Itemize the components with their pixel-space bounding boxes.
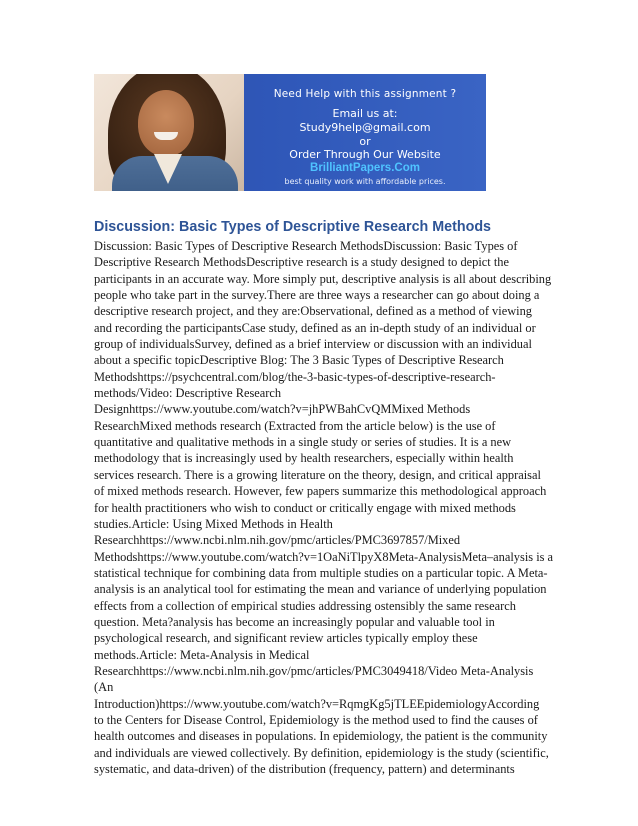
banner-email[interactable]: Study9help@gmail.com [299, 121, 431, 134]
body-line: Methodshttps://psychcentral.com/blog/the-3-basic-types-of-descriptive-research- [94, 369, 496, 384]
banner-tagline: best quality work with affordable prices. [284, 177, 446, 186]
banner-or: or [359, 135, 371, 148]
banner-photo [94, 74, 244, 191]
body-line: question. Meta?analysis has become an increasingly popular and valuable tool in [94, 614, 495, 629]
body-line: health outcomes and diseases in populations. In epidemiology, the patient is the community [94, 729, 548, 744]
body-line: group of individualsSurvey, defined as a brief interview or discussion with an individual [94, 337, 532, 352]
banner-headline: Need Help with this assignment ? [273, 88, 457, 100]
body-line: Designhttps://www.youtube.com/watch?v=jhPWBahCvQMMixed Methods [94, 402, 471, 417]
body-line: about a specific topicDescriptive Blog: The 3 Basic Types of Descriptive Research [94, 353, 504, 368]
body-line: of mixed methods research. However, few papers summarize this methodological approach [94, 484, 547, 499]
document-title: Discussion: Basic Types of Descriptive Research Methods [94, 219, 492, 235]
body-line: people who take part in the survey.There are three ways a researcher can go about doing a [94, 288, 540, 303]
body-line: services research. There is a growing literature on the theory, design, and critical appraisal [94, 467, 541, 482]
banner-email-label: Email us at: [332, 107, 398, 120]
body-line: for health practitioners who wish to conduct or critically engage with mixed methods [94, 500, 516, 515]
body-line: and recording the participantsCase study, defined as an in-depth study of an individual or [94, 320, 536, 335]
body-line: Methodshttps://www.youtube.com/watch?v=1OaNiTlpyX8Meta-AnalysisMeta–analysis is a [94, 549, 554, 564]
body-line: Discussion: Basic Types of Descriptive Research MethodsDiscussion: Basic Types of [94, 239, 518, 253]
body-line: methodology that is increasingly used by health researchers, especially within health [94, 451, 514, 466]
body-line: Researchhttps://www.ncbi.nlm.nih.gov/pmc/articles/PMC3049418/Video Meta-Analysis [94, 663, 534, 678]
document-body [94, 238, 554, 777]
body-line: to the Centers for Disease Control, Epidemiology is the method used to find the causes of [94, 712, 538, 727]
body-line: descriptive research project, and they are:Observational, defined as a method of viewing [94, 304, 532, 319]
banner-website-link[interactable]: BrilliantPapers.Com [310, 162, 420, 174]
body-line: studies.Article: Using Mixed Methods in Health [94, 516, 333, 531]
body-line: and individuals are viewed collectively. By definition, epidemiology is the study (scientific, [94, 745, 549, 760]
body-line: analysis is an analytical tool for estimating the mean and variance of underlying population [94, 582, 547, 597]
body-line: effects from a collection of empirical studies addressing ostensibly the same research [94, 598, 516, 613]
body-line: ResearchMixed methods research (Extracted from the article below) is the use of [94, 418, 496, 433]
body-line: psychological research, and significant review articles typically employ these [94, 631, 478, 646]
body-line: Introduction)https://www.youtube.com/watch?v=RqmgKg5jTLEEpidemiologyAccording [94, 696, 540, 711]
body-line: statistical technique for combining data from multiple studies on a particular topic. A Meta- [94, 565, 548, 580]
body-line: methods/Video: Descriptive Research [94, 386, 282, 401]
body-line: Researchhttps://www.ncbi.nlm.nih.gov/pmc/articles/PMC3697857/Mixed [94, 533, 461, 548]
banner-order-label: Order Through Our Website [289, 148, 441, 161]
body-line: participants in an accurate way. More simply put, descriptive analysis is all about describing [94, 271, 552, 286]
body-line: Descriptive Research MethodsDescriptive research is a study designed to depict the [94, 255, 509, 270]
body-line: methods.Article: Meta-Analysis in Medical [94, 647, 310, 662]
body-line: systematic, and data-driven) of the distribution (frequency, pattern) and determinants [94, 762, 515, 776]
body-line: (An [94, 680, 114, 695]
body-line: quantitative and qualitative methods in a single study or series of studies. It is a new [94, 435, 512, 450]
banner-text [244, 74, 486, 191]
ad-banner[interactable] [94, 74, 486, 191]
